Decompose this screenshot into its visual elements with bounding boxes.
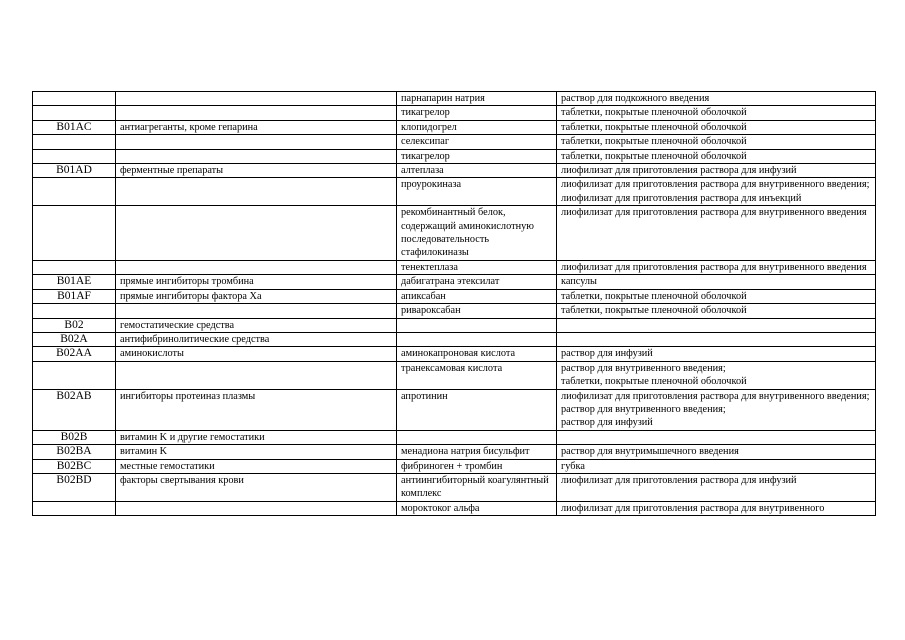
group-cell: прямые ингибиторы тромбина (116, 275, 397, 289)
form-cell: раствор для внутривенного введения; таблетки, покрытые пленочной оболочкой (557, 361, 876, 389)
group-cell: прямые ингибиторы фактора Xa (116, 289, 397, 303)
group-cell (116, 260, 397, 274)
drug-cell: селексипаг (397, 135, 557, 149)
table-row (33, 289, 876, 303)
drug-cell: проурокиназа (397, 178, 557, 206)
table-row (33, 178, 876, 206)
drug-table (32, 91, 876, 516)
group-cell (116, 304, 397, 318)
atc-code-cell: B02 (33, 318, 116, 332)
atc-code-cell (33, 149, 116, 163)
form-cell: лиофилизат для приготовления раствора для инфузий (557, 473, 876, 501)
drug-cell: апиксабан (397, 289, 557, 303)
atc-code-cell (33, 92, 116, 106)
table-row (33, 347, 876, 361)
atc-code-cell: B02A (33, 332, 116, 346)
table-row (33, 318, 876, 332)
table-row (33, 501, 876, 515)
drug-cell (397, 430, 557, 444)
group-cell: гемостатические средства (116, 318, 397, 332)
atc-code-cell: B02BC (33, 459, 116, 473)
drug-cell: клопидогрел (397, 120, 557, 134)
atc-code-cell: B02AA (33, 347, 116, 361)
form-cell: лиофилизат для приготовления раствора для внутривенного (557, 501, 876, 515)
atc-code-cell (33, 106, 116, 120)
atc-code-cell: B02B (33, 430, 116, 444)
atc-code-cell (33, 304, 116, 318)
group-cell: антиагреганты, кроме гепарина (116, 120, 397, 134)
atc-code-cell: B01AC (33, 120, 116, 134)
drug-cell: менадиона натрия бисульфит (397, 445, 557, 459)
form-cell: лиофилизат для приготовления раствора для внутривенного введения; лиофилизат для приготовления раствора для инъекций (557, 178, 876, 206)
group-cell (116, 206, 397, 261)
atc-code-cell: B02AB (33, 389, 116, 430)
atc-code-cell: B01AF (33, 289, 116, 303)
drug-table-body (33, 92, 876, 516)
form-cell: раствор для инфузий (557, 347, 876, 361)
drug-cell: рекомбинантный белок, содержащий аминокислотную последовательность стафилокиназы (397, 206, 557, 261)
atc-code-cell (33, 501, 116, 515)
table-row (33, 92, 876, 106)
atc-code-cell: B01AE (33, 275, 116, 289)
group-cell (116, 92, 397, 106)
form-cell (557, 318, 876, 332)
form-cell: лиофилизат для приготовления раствора для инфузий (557, 164, 876, 178)
group-cell (116, 361, 397, 389)
group-cell: факторы свертывания крови (116, 473, 397, 501)
form-cell: лиофилизат для приготовления раствора для внутривенного введения (557, 206, 876, 261)
form-cell: губка (557, 459, 876, 473)
table-row (33, 275, 876, 289)
table-row (33, 459, 876, 473)
form-cell (557, 430, 876, 444)
drug-cell: мороктоког альфа (397, 501, 557, 515)
table-row (33, 135, 876, 149)
group-cell (116, 178, 397, 206)
table-row (33, 445, 876, 459)
form-cell: таблетки, покрытые пленочной оболочкой (557, 135, 876, 149)
group-cell (116, 135, 397, 149)
atc-code-cell: B02BD (33, 473, 116, 501)
form-cell: таблетки, покрытые пленочной оболочкой (557, 304, 876, 318)
drug-cell: аминокапроновая кислота (397, 347, 557, 361)
table-row (33, 304, 876, 318)
atc-code-cell (33, 135, 116, 149)
table-row (33, 164, 876, 178)
form-cell: таблетки, покрытые пленочной оболочкой (557, 106, 876, 120)
group-cell: антифибринолитические средства (116, 332, 397, 346)
drug-cell (397, 318, 557, 332)
table-row (33, 430, 876, 444)
form-cell: таблетки, покрытые пленочной оболочкой (557, 120, 876, 134)
drug-cell: антиингибиторный коагулянтный комплекс (397, 473, 557, 501)
group-cell (116, 501, 397, 515)
group-cell: витамин K (116, 445, 397, 459)
drug-cell: апротинин (397, 389, 557, 430)
drug-cell: фибриноген + тромбин (397, 459, 557, 473)
group-cell: аминокислоты (116, 347, 397, 361)
table-row (33, 389, 876, 430)
form-cell: раствор для подкожного введения (557, 92, 876, 106)
drug-cell: парнапарин натрия (397, 92, 557, 106)
form-cell: раствор для внутримышечного введения (557, 445, 876, 459)
form-cell (557, 332, 876, 346)
form-cell: таблетки, покрытые пленочной оболочкой (557, 289, 876, 303)
group-cell: ферментные препараты (116, 164, 397, 178)
form-cell: таблетки, покрытые пленочной оболочкой (557, 149, 876, 163)
atc-code-cell (33, 361, 116, 389)
drug-cell: тенектеплаза (397, 260, 557, 274)
table-row (33, 106, 876, 120)
group-cell (116, 106, 397, 120)
group-cell: ингибиторы протеиназ плазмы (116, 389, 397, 430)
atc-code-cell: B01AD (33, 164, 116, 178)
table-row (33, 361, 876, 389)
group-cell: местные гемостатики (116, 459, 397, 473)
atc-code-cell (33, 260, 116, 274)
group-cell (116, 149, 397, 163)
table-row (33, 149, 876, 163)
atc-code-cell: B02BA (33, 445, 116, 459)
atc-code-cell (33, 206, 116, 261)
table-row (33, 473, 876, 501)
drug-cell (397, 332, 557, 346)
drug-cell: тикагрелор (397, 106, 557, 120)
form-cell: капсулы (557, 275, 876, 289)
group-cell: витамин K и другие гемостатики (116, 430, 397, 444)
drug-cell: транексамовая кислота (397, 361, 557, 389)
table-row (33, 206, 876, 261)
drug-cell: тикагрелор (397, 149, 557, 163)
drug-cell: дабигатрана этексилат (397, 275, 557, 289)
form-cell: лиофилизат для приготовления раствора для внутривенного введения; раствор для внутривенного введения; раствор для инфузий (557, 389, 876, 430)
table-row (33, 260, 876, 274)
drug-cell: алтеплаза (397, 164, 557, 178)
drug-cell: ривароксабан (397, 304, 557, 318)
table-row (33, 332, 876, 346)
atc-code-cell (33, 178, 116, 206)
form-cell: лиофилизат для приготовления раствора для внутривенного введения (557, 260, 876, 274)
table-row (33, 120, 876, 134)
